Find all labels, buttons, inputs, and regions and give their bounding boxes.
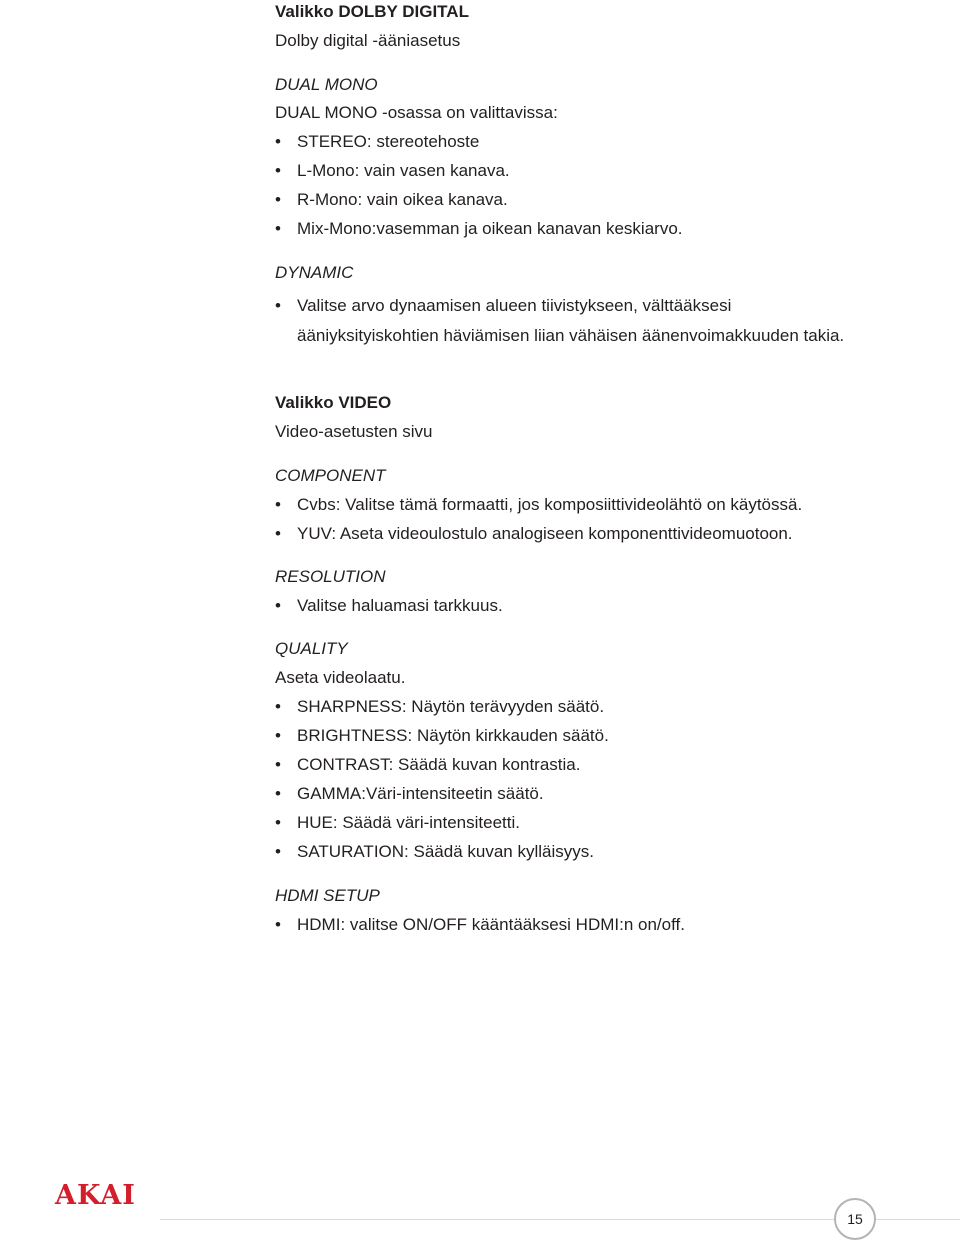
list-item: • Valitse haluamasi tarkkuus. (297, 596, 503, 616)
list-item: • BRIGHTNESS: Näytön kirkkauden säätö. (297, 726, 609, 746)
list-item: • R-Mono: vain oikea kanava. (297, 190, 508, 210)
list-item: • SATURATION: Säädä kuvan kylläisyys. (297, 842, 594, 862)
dolby-heading: Valikko DOLBY DIGITAL (275, 2, 469, 21)
page-number: 15 (847, 1211, 863, 1227)
video-subtitle: Video-asetusten sivu (275, 422, 433, 441)
list-item: • SHARPNESS: Näytön terävyyden säätö. (297, 697, 604, 717)
component-title: COMPONENT (275, 466, 386, 485)
list-item: • STEREO: stereotehoste (297, 132, 479, 152)
list-item: • GAMMA:Väri-intensiteetin säätö. (297, 784, 544, 804)
akai-logo: AKAI (55, 1180, 136, 1211)
list-item: • Cvbs: Valitse tämä formaatti, jos komposiittivideolähtö on käytössä. (297, 495, 802, 515)
list-item: • L-Mono: vain vasen kanava. (297, 161, 510, 181)
video-heading: Valikko VIDEO (275, 393, 392, 412)
quality-intro: Aseta videolaatu. (275, 668, 406, 687)
resolution-title: RESOLUTION (275, 567, 386, 586)
list-item: • HUE: Säädä väri-intensiteetti. (297, 813, 520, 833)
hdmi-title: HDMI SETUP (275, 886, 380, 905)
dual-mono-title: DUAL MONO (275, 75, 378, 94)
dynamic-title: DYNAMIC (275, 263, 354, 282)
dolby-subtitle: Dolby digital -ääniasetus (275, 31, 461, 50)
page-number-badge (834, 1198, 876, 1240)
list-item: • CONTRAST: Säädä kuvan kontrastia. (297, 755, 580, 775)
dynamic-text: • Valitse arvo dynaamisen alueen tiivistykseen, välttääksesi ääniyksityiskohtien häviämisen liian vähäisen äänenvoimakkuuden takia. (297, 291, 857, 351)
dual-mono-intro: DUAL MONO -osassa on valittavissa: (275, 103, 558, 122)
list-item: • YUV: Aseta videoulostulo analogiseen komponenttivideomuotoon. (297, 524, 793, 544)
list-item: • Mix-Mono:vasemman ja oikean kanavan keskiarvo. (297, 219, 683, 239)
list-item: • HDMI: valitse ON/OFF kääntääksesi HDMI:n on/off. (297, 915, 685, 935)
quality-title: QUALITY (275, 639, 348, 658)
